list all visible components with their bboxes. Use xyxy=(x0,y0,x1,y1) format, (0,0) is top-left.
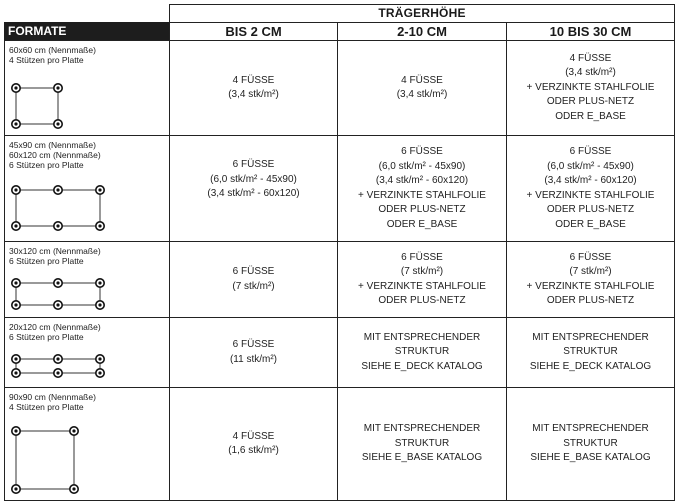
format-line: 30x120 cm (Nennmaße) xyxy=(9,246,101,256)
cell-line: (7 stk/m²) xyxy=(400,266,444,277)
cell-line: (6,0 stk/m² - 45x90) xyxy=(378,160,466,172)
column-header-10-30-cm: 10 BIS 30 CM xyxy=(549,23,632,39)
format-line: 45x90 cm (Nennmaße) xyxy=(9,140,96,150)
cell-line: ODER E_BASE xyxy=(555,218,626,230)
format-line: 90x90 cm (Nennmaße) xyxy=(9,392,96,402)
table-cell xyxy=(338,242,506,317)
table-cell xyxy=(338,136,506,241)
narrow-plate-6-supports-icon xyxy=(10,277,106,311)
square-plate-4-supports-icon xyxy=(10,82,64,130)
table-cell xyxy=(170,136,337,241)
cell-line: (3,4 stk/m²) xyxy=(228,89,279,100)
cell-line: 4 FÜSSE xyxy=(401,74,443,86)
cell-line: (1,6 stk/m²) xyxy=(228,445,279,456)
column-header-2-10-cm: 2-10 CM xyxy=(397,23,447,39)
cell-line: ODER PLUS-NETZ xyxy=(378,204,466,215)
cell-line: 6 FÜSSE xyxy=(401,251,443,263)
cell-line: MIT ENTSPRECHENDER xyxy=(363,423,481,435)
format-line: 6 Stützen pro Platte xyxy=(9,160,84,170)
cell-line: MIT ENTSPRECHENDER xyxy=(532,331,649,343)
cell-line: ODER E_BASE xyxy=(555,110,626,122)
format-line: 60x60 cm (Nennmaße) xyxy=(9,45,96,55)
cell-line: MIT ENTSPRECHENDER xyxy=(363,331,481,343)
rect-plate-6-supports-icon xyxy=(10,184,106,232)
cell-line: 4 FÜSSE xyxy=(569,52,612,64)
cell-line: (7 stk/m²) xyxy=(232,280,275,292)
table-cell xyxy=(170,41,337,135)
cell-line: STRUKTUR xyxy=(394,437,450,449)
cell-line: (6,0 stk/m² - 45x90) xyxy=(210,173,297,185)
format-line: 4 Stützen pro Platte xyxy=(9,402,84,412)
table-cell xyxy=(507,388,674,500)
cell-line: (11 stk/m²) xyxy=(229,353,278,365)
format-line: 4 Stützen pro Platte xyxy=(9,55,84,65)
format-line: 20x120 cm (Nennmaße) xyxy=(9,322,101,332)
format-line: 60x120 cm (Nennmaße) xyxy=(9,150,101,160)
cell-line: STRUKTUR xyxy=(563,346,618,358)
format-line: 6 Stützen pro Platte xyxy=(9,256,84,266)
column-header-formate: FORMATE xyxy=(4,22,169,40)
column-header-bis-2-cm: BIS 2 CM xyxy=(225,23,282,39)
cell-line: (3,4 stk/m²) xyxy=(565,67,616,79)
cell-line: (3,4 stk/m² - 60x120) xyxy=(375,175,469,186)
cell-line: 6 FÜSSE xyxy=(232,159,275,170)
table-cell xyxy=(170,318,337,387)
large-square-plate-4-supports-icon xyxy=(10,425,80,495)
table-cell xyxy=(507,318,674,387)
cell-line: 4 FÜSSE xyxy=(232,430,275,442)
cell-line: ODER PLUS-NETZ xyxy=(546,295,635,306)
cell-line: + VERZINKTE STAHLFOLIE xyxy=(526,189,655,201)
cell-line: (3,4 stk/m²) xyxy=(396,89,448,100)
table-cell xyxy=(170,242,337,317)
cell-line: SIEHE E_DECK KATALOG xyxy=(529,360,652,372)
slim-plate-6-supports-icon xyxy=(10,353,106,381)
table-cell xyxy=(338,388,506,500)
cell-line: SIEHE E_BASE KATALOG xyxy=(361,452,483,464)
format-line: 6 Stützen pro Platte xyxy=(9,332,84,342)
cell-line: (3,4 stk/m² - 60x120) xyxy=(544,175,637,186)
grid-line xyxy=(4,500,675,501)
cell-line: SIEHE E_DECK KATALOG xyxy=(361,360,483,372)
cell-line: + VERZINKTE STAHLFOLIE xyxy=(526,81,655,93)
cell-line: ODER PLUS-NETZ xyxy=(546,96,635,108)
table-cell xyxy=(338,318,506,387)
cell-line: 6 FÜSSE xyxy=(401,146,443,157)
cell-line: (6,0 stk/m² - 45x90) xyxy=(547,160,634,172)
cell-line: MIT ENTSPRECHENDER xyxy=(532,423,649,435)
cell-line: 6 FÜSSE xyxy=(569,251,612,263)
cell-line: (7 stk/m²) xyxy=(569,266,612,277)
cell-line: + VERZINKTE STAHLFOLIE xyxy=(358,280,486,292)
grid-line xyxy=(674,4,675,501)
cell-line: ODER E_BASE xyxy=(386,218,458,230)
table-cell xyxy=(338,41,506,135)
group-header-traegerhoehe: TRÄGERHÖHE xyxy=(378,6,466,20)
cell-line: 6 FÜSSE xyxy=(232,266,275,277)
cell-line: + VERZINKTE STAHLFOLIE xyxy=(358,189,486,201)
cell-line: 6 FÜSSE xyxy=(232,339,275,350)
cell-line: 4 FÜSSE xyxy=(232,74,275,86)
cell-line: SIEHE E_BASE KATALOG xyxy=(530,452,651,464)
table-cell xyxy=(507,41,674,135)
table-cell xyxy=(507,242,674,317)
support-table xyxy=(4,4,675,501)
cell-line: + VERZINKTE STAHLFOLIE xyxy=(526,280,655,292)
table-cell xyxy=(170,388,337,500)
cell-line: ODER PLUS-NETZ xyxy=(546,204,635,215)
cell-line: 6 FÜSSE xyxy=(569,146,612,157)
cell-line: (3,4 stk/m² - 60x120) xyxy=(207,188,300,199)
cell-line: STRUKTUR xyxy=(563,437,618,449)
table-cell xyxy=(507,136,674,241)
cell-line: ODER PLUS-NETZ xyxy=(378,295,466,306)
cell-line: STRUKTUR xyxy=(394,346,450,358)
